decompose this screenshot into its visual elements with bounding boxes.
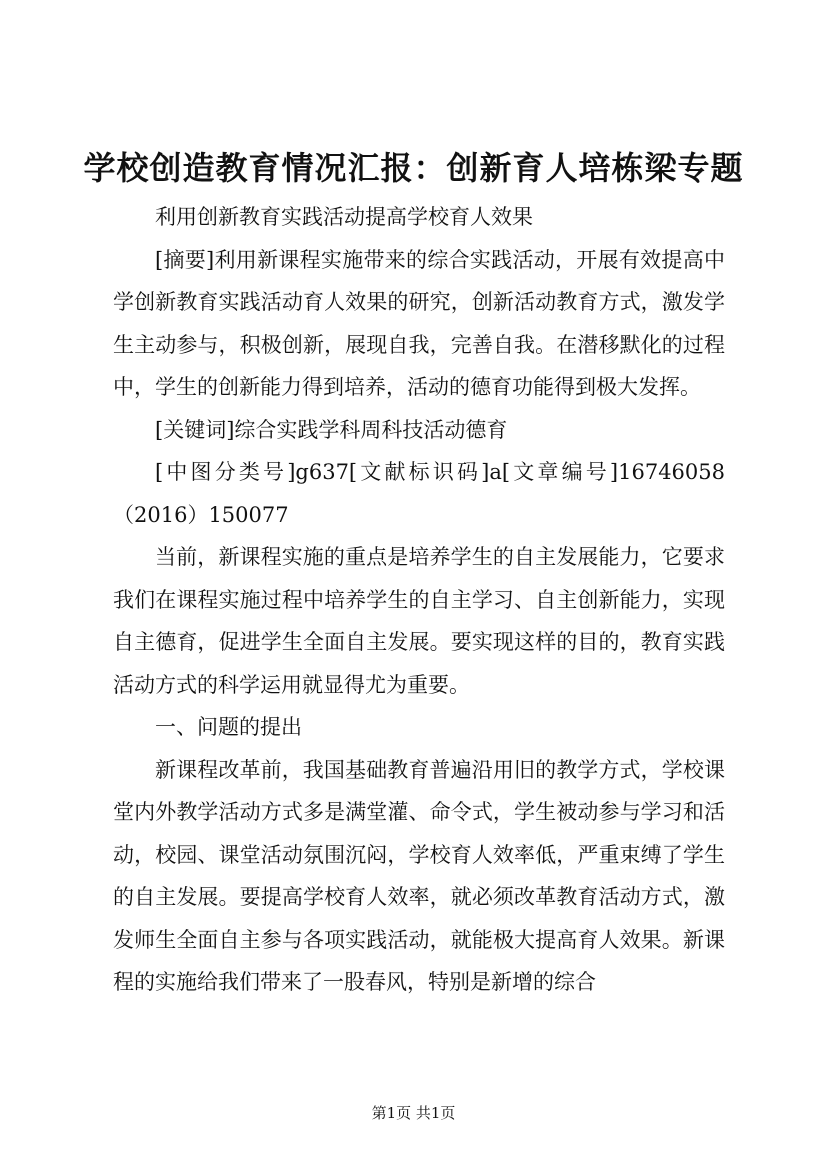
document-body (113, 196, 725, 1004)
subtitle: 利用创新教育实践活动提高学校育人效果 (155, 205, 533, 229)
document-title: 学校创造教育情况汇报：创新育人培栋梁专题 (83, 149, 744, 187)
classification-paragraph: [中图分类号]g637[文献标识码]a[文章编号]16746058（2016）150077 (113, 460, 725, 527)
body-paragraph: 当前，新课程实施的重点是培养学生的自主发展能力，它要求我们在课程实施过程中培养学生的自主学习、自主创新能力，实现自主德育，促进学生全面自主发展。要实现这样的目的，教育实践活动方式的科学运用就显得尤为重要。 (113, 545, 725, 697)
body-paragraph: 新课程改革前，我国基础教育普遍沿用旧的教学方式，学校课堂内外教学活动方式多是满堂灌、命令式，学生被动参与学习和活动，校园、课堂活动氛围沉闷，学校育人效率低，严重束缚了学生的自主发展。要提高学校育人效率，就必须改革教育活动方式，激发师生全面自主参与各项实践活动，就能极大提高育人效果。新课程的实施给我们带来了一股春风，特别是新增的综合 (113, 757, 725, 994)
keywords-paragraph: [关键词]综合实践学科周科技活动德育 (155, 417, 508, 442)
section-heading: 一、问题的提出 (155, 715, 302, 739)
abstract-paragraph: [摘要]利用新课程实施带来的综合实践活动，开展有效提高中学创新教育实践活动育人效果的研究，创新活动教育方式，激发学生主动参与，积极创新，展现自我，完善自我。在潜移默化的过程中，学生的创新能力得到培养，活动的德育功能得到极大发挥。 (113, 247, 725, 399)
page-number: 第1页 共1页 (371, 1104, 456, 1122)
